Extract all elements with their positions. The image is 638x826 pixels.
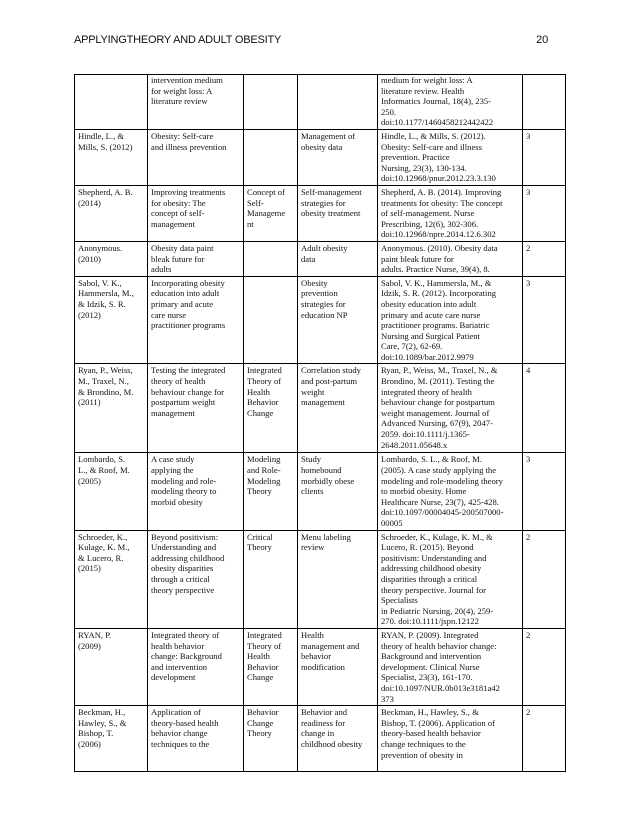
theory-cell: Behavior Change Theory (244, 706, 298, 772)
title-cell: Integrated theory of health behavior change: Background and intervention development (148, 628, 244, 705)
level-cell: 3 (523, 276, 566, 364)
reference-cell: Schroeder, K., Kulage, K. M., & Lucero, R. (2015). Beyond positivism: Understanding and addressing childhood obesity disparities through a critical theory perspective. Journal for Specialists in Pediatric Nursing, 20(4), 259- 270. doi:10.1111/jspn.12122 (378, 530, 523, 628)
topic-cell: Self-management strategies for obesity treatment (298, 185, 378, 241)
page-number: 20 (536, 34, 548, 46)
theory-cell (244, 276, 298, 364)
author-cell: Beckman, H., Hawley, S., & Bishop, T. (2006) (75, 706, 148, 772)
author-cell: Shepherd, A. B. (2014) (75, 185, 148, 241)
theory-cell (244, 130, 298, 186)
title-cell: Incorporating obesity education into adult primary and acute care nurse practitioner programs (148, 276, 244, 364)
title-cell: Obesity data paint bleak future for adults (148, 241, 244, 276)
topic-cell: Health management and behavior modification (298, 628, 378, 705)
level-cell: 4 (523, 364, 566, 453)
reference-cell: Shepherd, A. B. (2014). Improving treatments for obesity: The concept of self-management. Nurse Prescribing, 12(6), 302-306. doi:10.12968/npre.2014.12.6.302 (378, 185, 523, 241)
page-header (74, 34, 548, 52)
theory-cell (244, 241, 298, 276)
title-cell: Testing the integrated theory of health behaviour change for postpartum weight management (148, 364, 244, 453)
reference-cell: medium for weight loss: A literature review. Health Informatics Journal, 18(4), 235- 250. doi:10.1177/1460458212442422 (378, 75, 523, 130)
level-cell: 3 (523, 185, 566, 241)
topic-cell: Behavior and readiness for change in childhood obesity (298, 706, 378, 772)
topic-cell: Menu labeling review (298, 530, 378, 628)
title-cell: intervention medium for weight loss: A literature review (148, 75, 244, 130)
author-cell (75, 75, 148, 130)
table-row (75, 706, 566, 772)
theory-cell: Modeling and Role- Modeling Theory (244, 453, 298, 530)
table-row (75, 130, 566, 186)
table-row (75, 276, 566, 364)
reference-cell: Lombardo, S. L., & Roof, M. (2005). A case study applying the modeling and role-modeling theory to morbid obesity. Home Healthcare Nurse, 23(7), 425-428. doi:10.1097/00004045-200507000- 00005 (378, 453, 523, 530)
table-row (75, 364, 566, 453)
title-cell: Application of theory-based health behavior change techniques to the (148, 706, 244, 772)
reference-cell: Sabol, V. K., Hammersla, M., & Idzik, S. R. (2012). Incorporating obesity education into adult primary and acute care nurse practitioner programs. Bariatric Nursing and Surgical Patient Care, 7(2), 62-69. doi:10.1089/bar.2012.9979 (378, 276, 523, 364)
topic-cell: Study homebound morbidly obese clients (298, 453, 378, 530)
title-cell: A case study applying the modeling and role- modeling theory to morbid obesity (148, 453, 244, 530)
reference-cell: RYAN, P. (2009). Integrated theory of health behavior change: Background and intervention development. Clinical Nurse Specialist, 23(3), 161-170. doi:10.1097/NUR.0b013e3181a42 373 (378, 628, 523, 705)
reference-cell: Beckman, H., Hawley, S., & Bishop, T. (2006). Application of theory-based health behavior change techniques to the prevention of obesity in (378, 706, 523, 772)
theory-cell: Integrated Theory of Health Behavior Change (244, 364, 298, 453)
table-row (75, 628, 566, 705)
reference-cell: Ryan, P., Weiss, M., Traxel, N., & Brondino, M. (2011). Testing the integrated theory of health behaviour change for postpartum weight management. Journal of Advanced Nursing, 67(9), 2047- 2059. doi:10.1111/j.1365- 2648.2011.05648.x (378, 364, 523, 453)
level-cell: 2 (523, 706, 566, 772)
author-cell: Ryan, P., Weiss, M., Traxel, N., & Brondino, M. (2011) (75, 364, 148, 453)
title-cell: Obesity: Self-care and illness prevention (148, 130, 244, 186)
topic-cell: Correlation study and post-partum weight management (298, 364, 378, 453)
topic-cell: Adult obesity data (298, 241, 378, 276)
author-cell: Hindle, L., & Mills, S. (2012) (75, 130, 148, 186)
topic-cell: Management of obesity data (298, 130, 378, 186)
author-cell: Schroeder, K., Kulage, K. M., & Lucero, R. (2015) (75, 530, 148, 628)
table-row (75, 241, 566, 276)
level-cell: 2 (523, 628, 566, 705)
table-row (75, 185, 566, 241)
running-head: APPLYINGTHEORY AND ADULT OBESITY (74, 34, 282, 46)
topic-cell (298, 75, 378, 130)
author-cell: Lombardo, S. L., & Roof, M. (2005) (75, 453, 148, 530)
title-cell: Beyond positivism: Understanding and addressing childhood obesity disparities through a critical theory perspective (148, 530, 244, 628)
theory-cell: Integrated Theory of Health Behavior Change (244, 628, 298, 705)
table-row (75, 530, 566, 628)
theory-cell (244, 75, 298, 130)
level-cell: 3 (523, 453, 566, 530)
reference-cell: Anonymous. (2010). Obesity data paint bleak future for adults. Practice Nurse, 39(4), 8. (378, 241, 523, 276)
level-cell (523, 75, 566, 130)
author-cell: Sabol, V. K., Hammersla, M., & Idzik, S. R. (2012) (75, 276, 148, 364)
author-cell: Anonymous. (2010) (75, 241, 148, 276)
table-row (75, 75, 566, 130)
theory-cell: Concept of Self- Manageme nt (244, 185, 298, 241)
topic-cell: Obesity prevention strategies for education NP (298, 276, 378, 364)
title-cell: Improving treatments for obesity: The concept of self- management (148, 185, 244, 241)
reference-cell: Hindle, L., & Mills, S. (2012). Obesity: Self-care and illness prevention. Practice Nursing, 23(3), 130-134. doi:10.12968/pnur.2012.23.3.130 (378, 130, 523, 186)
author-cell: RYAN, P. (2009) (75, 628, 148, 705)
level-cell: 2 (523, 530, 566, 628)
theory-cell: Critical Theory (244, 530, 298, 628)
literature-table (74, 74, 566, 772)
level-cell: 2 (523, 241, 566, 276)
level-cell: 3 (523, 130, 566, 186)
table-row (75, 453, 566, 530)
